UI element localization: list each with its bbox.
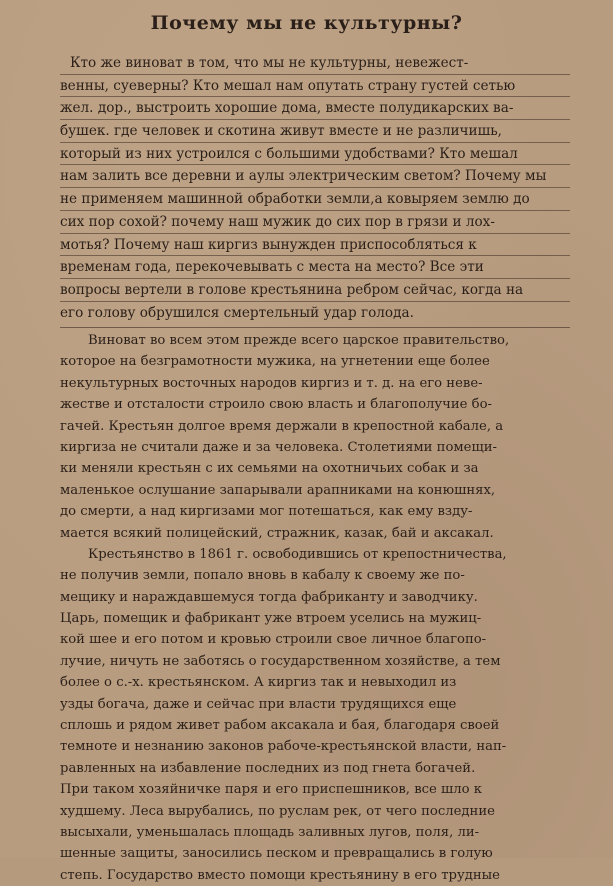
divider-rule	[60, 327, 570, 328]
paragraph-2-line: не получив земли, попало вновь в кабалу к своему же по-	[60, 568, 465, 584]
paragraph-2-line: до смерти, а над киргизами мог потешаться, как ему взду-	[60, 504, 473, 520]
paragraph-2-line: Виноват во всем этом прежде всего царское правительство,	[88, 333, 510, 348]
article-title: Почему мы не культурны?	[150, 12, 463, 34]
paragraph-1-line: бушек. где человек и скотина живут вместе и не различишь,	[60, 120, 570, 143]
paragraph-1-line: Кто же виноват в том, что мы не культурны, невежест-	[60, 52, 570, 75]
paragraph-2-line: равленных на избавление последних из под гнета богачей.	[60, 760, 476, 776]
paragraph-1-line: венны, суеверны? Кто мешал нам опутать страну густей сетью	[60, 75, 570, 98]
paragraph-2-line: ки меняли крестьян с их семьями на охотничьих собак и за	[60, 461, 479, 477]
paragraph-2-line: маленькое ослушание запарывали арапниками на конюшнях,	[60, 482, 496, 498]
paragraph-2-line: темноте и незнанию законов рабоче-крестьянской власти, нап-	[60, 739, 507, 755]
paragraph-1-line: мотья? Почему наш киргиз вынужден приспособляться к	[60, 234, 570, 257]
paragraph-1-line: не применяем машинной обработки земли,а ковыряем землю до	[60, 188, 570, 211]
paragraph-2	[60, 330, 570, 886]
paragraph-2-line: сплошь и рядом живет рабом аксакала и бая, благодаря своей	[60, 718, 500, 734]
paragraph-2-line: киргиза не считали даже и за человека. Столетиями помещи-	[60, 439, 497, 455]
paragraph-1-line: сих пор сохой? почему наш мужик до сих пор в грязи и лох-	[60, 211, 570, 234]
paragraph-2-line: узды богача, даже и сейчас при власти трудящихся еще	[60, 696, 457, 712]
paragraph-2-line: Крестьянство в 1861 г. освободившись от крепостничества,	[88, 546, 507, 562]
paragraph-2-line: некультурных восточных народов киргиз и т. д. на его неве-	[60, 375, 483, 391]
paragraph-2-line: высыхали, уменьшалась площадь заливных лугов, поля, ли-	[60, 824, 480, 840]
paragraph-2-line: Царь, помещик и фабрикант уже втроем уселись на мужиц-	[60, 611, 482, 627]
paragraph-1-line: временам года, перекочевывать с места на место? Все эти	[60, 256, 570, 279]
paragraph-2-line: худшему. Леса вырубались, по руслам рек, от чего последние	[60, 803, 495, 819]
paragraph-2-line: которое на безграмотности мужика, на угнетении еще более	[60, 354, 490, 370]
paragraph-2-line: При таком хозяйничке паря и его приспешников, все шло к	[60, 782, 483, 798]
paragraph-1-line: вопросы вертели в голове крестьянина ребром сейчас, когда на	[60, 279, 570, 302]
paragraph-1-line: его голову обрушился смертельный удар голода.	[60, 304, 414, 321]
paragraph-1-line: нам залить все деревни и аулы электрическим светом? Почему мы	[60, 165, 570, 188]
paragraph-1	[60, 52, 570, 324]
paragraph-2-line: более о с.-х. крестьянском. А киргиз так и невыходил из	[60, 675, 457, 691]
paragraph-2-line: жестве и отсталости строило свою власть и благополучие бо-	[60, 397, 492, 413]
paragraph-2-line: гачей. Крестьян долгое время держали в крепостной кабале, а	[60, 418, 504, 434]
paragraph-2-line: лучие, ничуть не заботясь о государственном хозяйстве, а тем	[60, 653, 501, 669]
paragraph-2-line: степь. Государство вместо помощи крестьянину в его трудные	[60, 867, 500, 883]
paragraph-1-line: который из них устроился с большими удобствами? Кто мешал	[60, 143, 570, 166]
paragraph-2-line: мается всякий полицейский, стражник, казак, бай и аксакал.	[60, 525, 494, 541]
paragraph-2-line: кой шее и его потом и кровью строили свое личное благопо-	[60, 632, 487, 648]
paragraph-2-line: шенные защиты, заносились песком и превращались в голую	[60, 846, 493, 862]
paragraph-2-line: мещику и нараждавшемуся тогда фабриканту и заводчику.	[60, 589, 478, 605]
paragraph-1-line: жел. дор., выстроить хорошие дома, вместе полудикарских ва-	[60, 97, 570, 120]
